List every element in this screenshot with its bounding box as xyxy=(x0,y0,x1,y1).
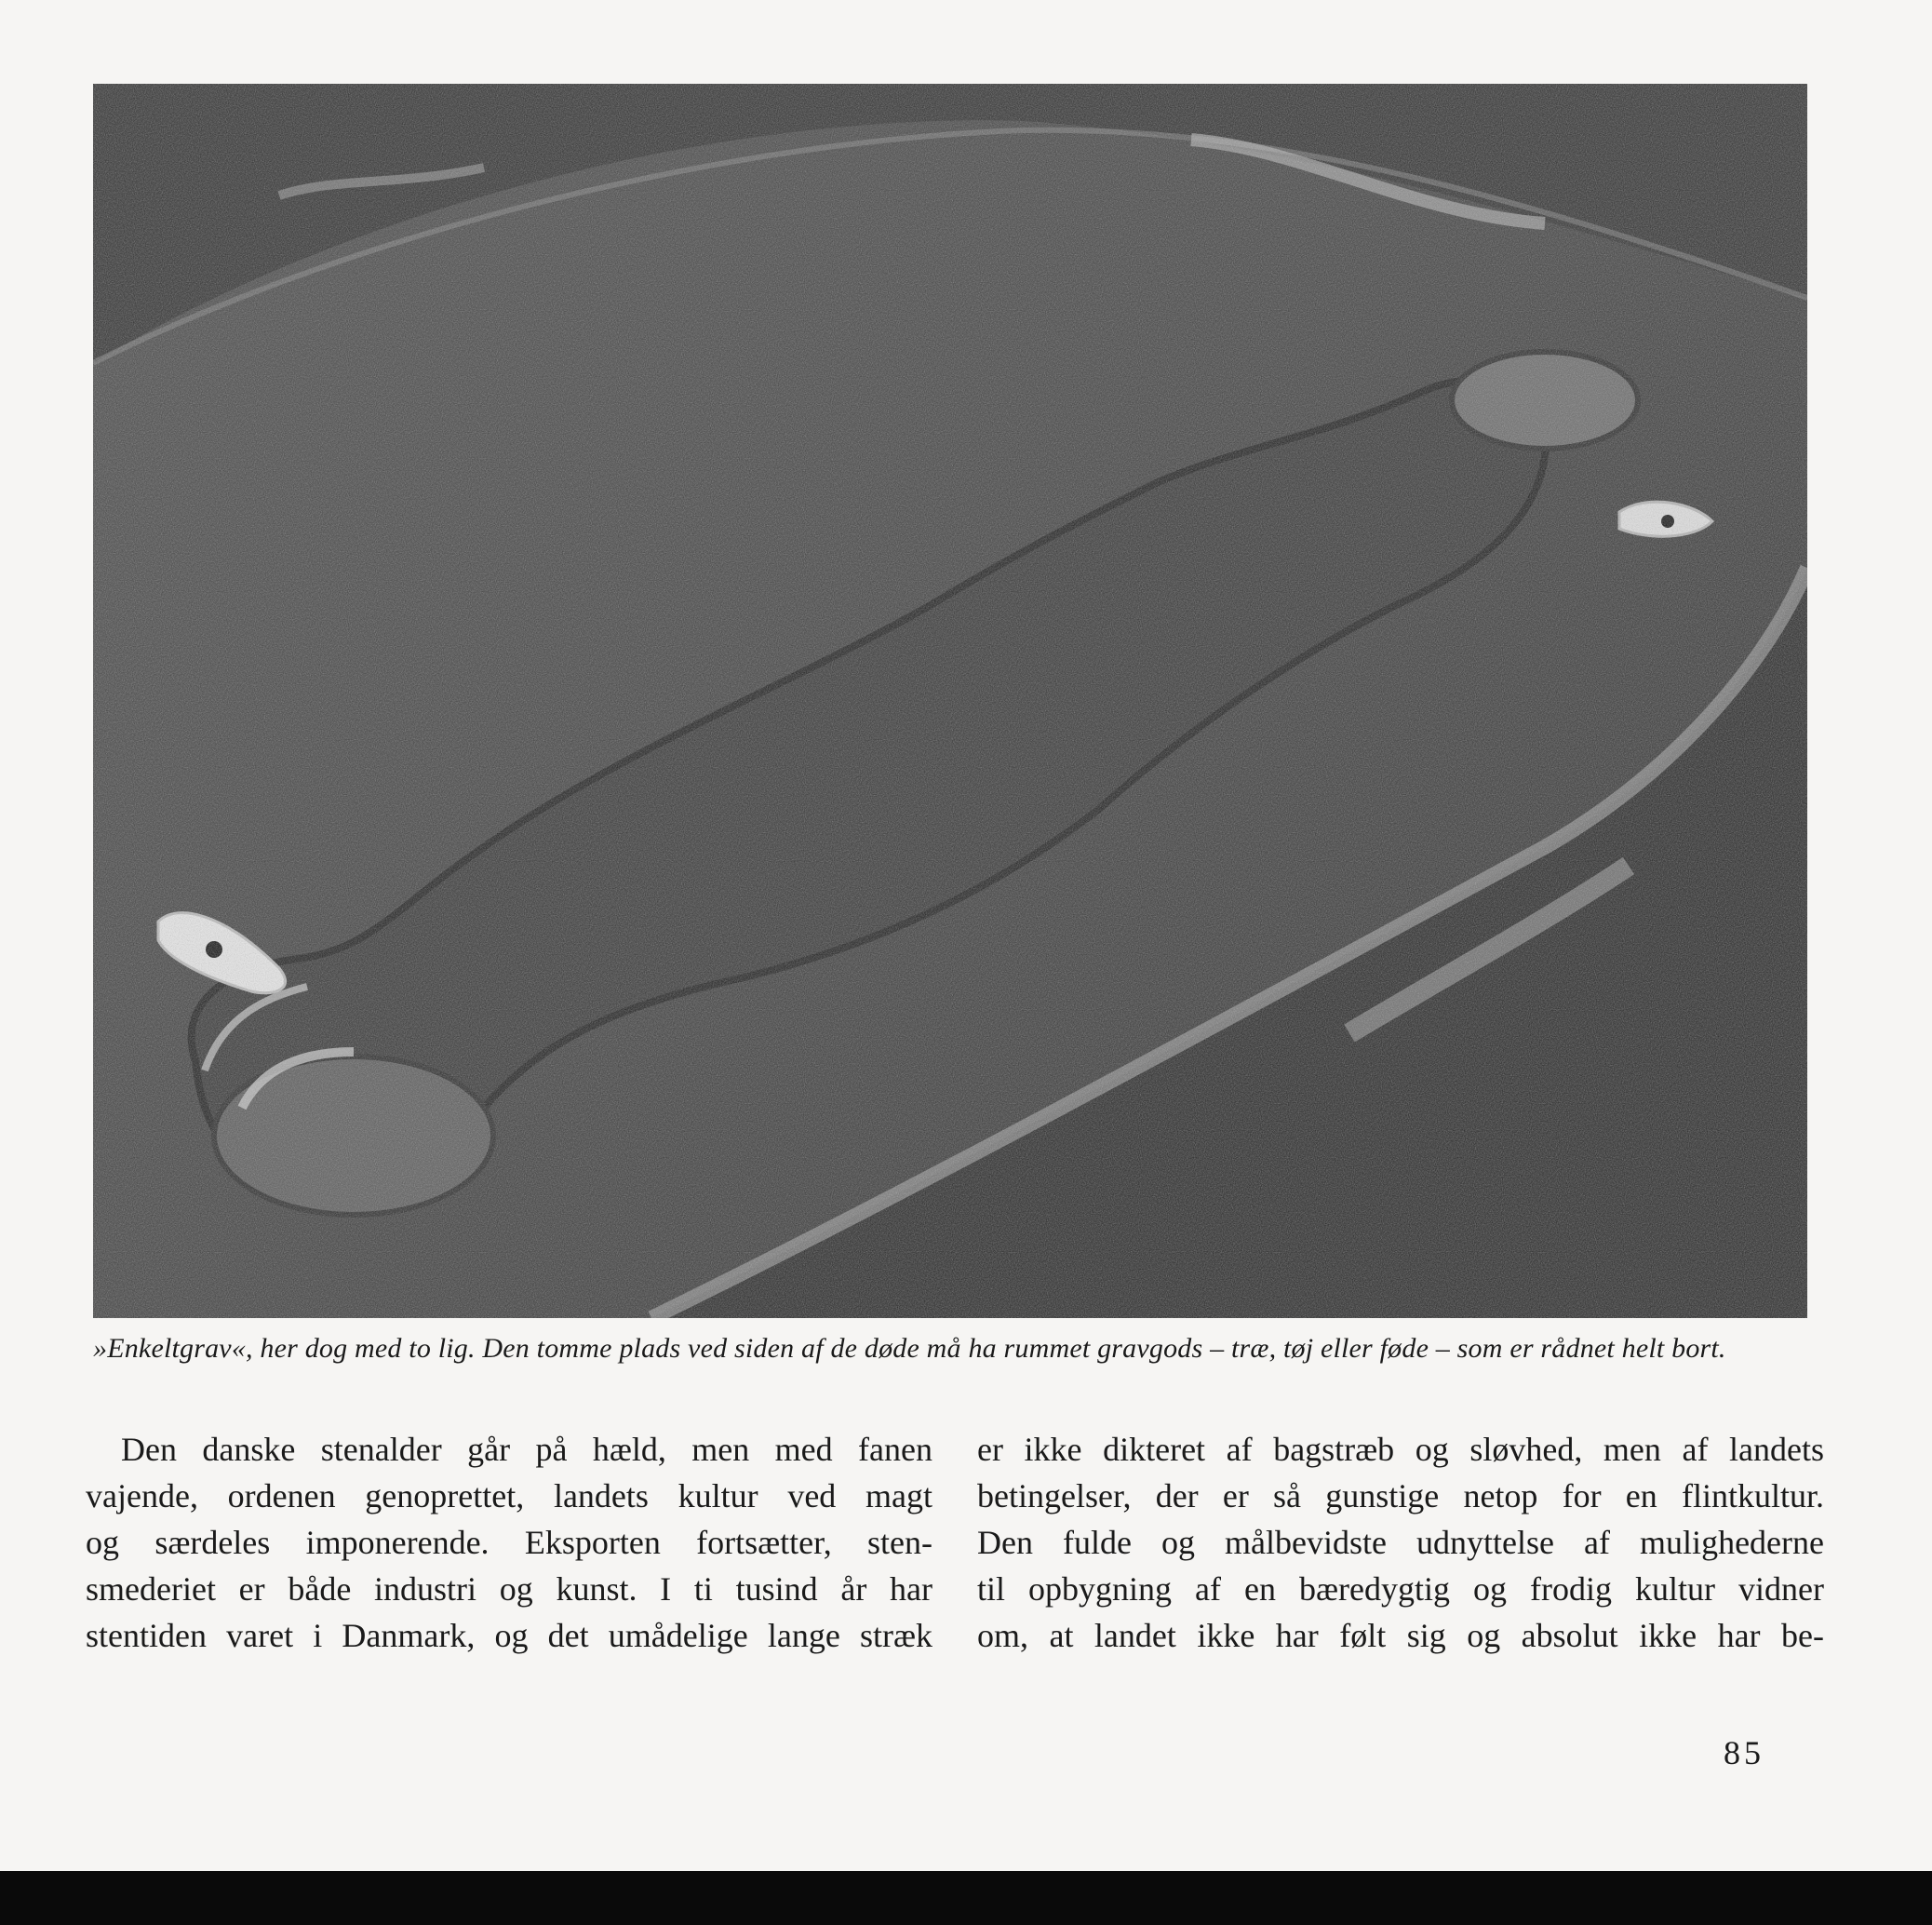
scan-bottom-edge xyxy=(0,1871,1932,1925)
body-line: smederiet er både industri og kunst. I ti tusind år har xyxy=(86,1570,932,1608)
grave-photograph xyxy=(93,84,1807,1318)
body-line: betingelser, der er så gunstige netop for en flintkultur. xyxy=(977,1477,1824,1514)
body-text-left-column xyxy=(86,1426,932,1659)
body-line: er ikke dikteret af bagstræb og sløvhed, men af landets xyxy=(977,1431,1824,1468)
page-number: 85 xyxy=(1724,1734,1764,1771)
body-line: vajende, ordenen genoprettet, landets kultur ved magt xyxy=(86,1477,932,1514)
body-line: til opbygning af en bæredygtig og frodig kultur vidner xyxy=(977,1570,1824,1608)
photo-caption: »Enkeltgrav«, her dog med to lig. Den tomme plads ved siden af de døde må ha rummet gravgods – træ, tøj eller føde – som er rådnet helt bort. xyxy=(93,1333,1726,1364)
body-text-right-column xyxy=(977,1426,1824,1659)
grave-photograph-drawing xyxy=(93,84,1807,1318)
body-line: Den danske stenalder går på hæld, men med fanen xyxy=(121,1431,932,1468)
body-line: Den fulde og målbevidste udnyttelse af mulighederne xyxy=(977,1524,1824,1561)
body-line: om, at landet ikke har følt sig og absolut ikke har be- xyxy=(977,1617,1824,1654)
body-line: stentiden varet i Danmark, og det umådelige lange stræk xyxy=(86,1617,932,1654)
body-line: og særdeles imponerende. Eksporten fortsætter, sten- xyxy=(86,1524,932,1561)
